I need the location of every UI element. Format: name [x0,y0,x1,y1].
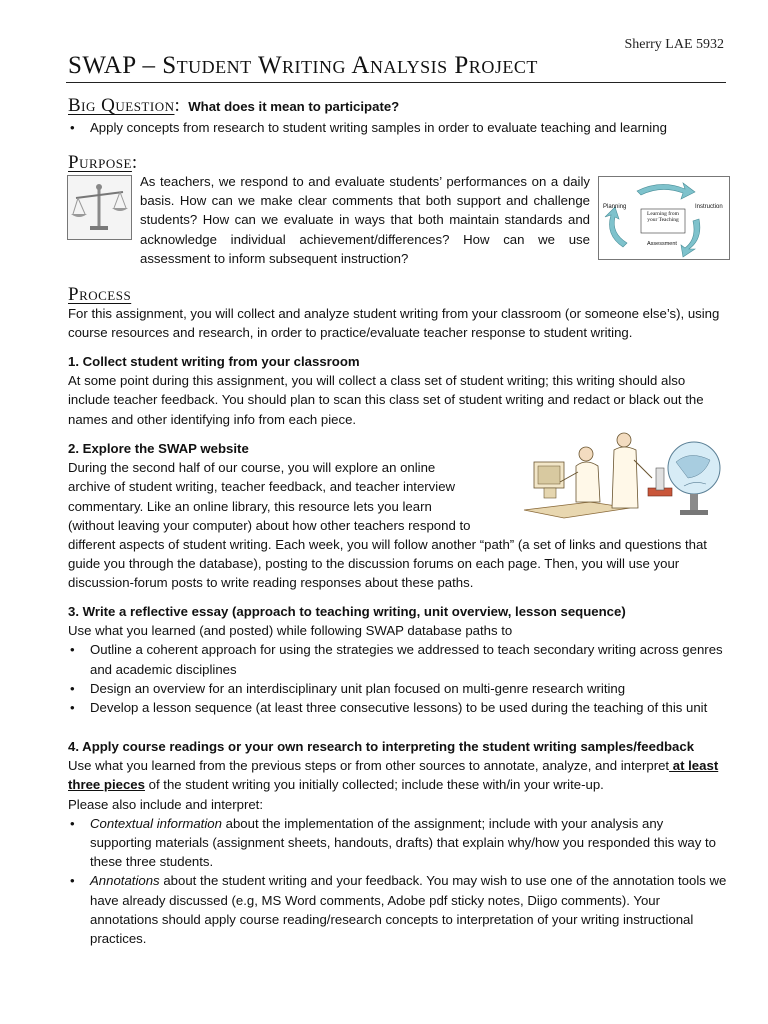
teaching-cycle-diagram [598,176,730,260]
purpose-heading-row [68,152,137,174]
step4-bullet-1-text: about the implementation of the assignment; include with your analysis any supporting materials (assignment sheets, handouts, drafts) that explain why/how you responded this way to these three students. [90,815,717,870]
author-line: Sherry LAE 5932 [624,37,724,52]
process-intro: For this assignment, you will collect and analyze student writing from your classroom (or someone else’s), using course resources and research, in order to practice/evaluate teacher response to student writing. [68,306,720,341]
step1-text: At some point during this assignment, you will collect a class set of student writing; this writing should also include teacher feedback. You should plan to scan this class set of student writing and redact or black out the names and other identifying info from each piece. [68,373,704,427]
step2-line-1: During the second half of our course, you will explore an online [68,460,436,476]
step3-intro: Use what you learned (and posted) while following SWAP database paths to [68,623,513,639]
big-question-colon: : [174,95,180,116]
big-question-section [68,95,728,137]
step4-bullet-2-term: Annotations [90,873,160,889]
step1-title: 1. Collect student writing from your classroom [68,354,360,369]
step2-line-3: commentary. Like an online library, this resource lets you learn [68,498,432,514]
step1-section [68,352,728,429]
step4-bullet-1 [68,814,728,872]
researchers-icon [520,432,728,532]
step4-emphasis: at least three pieces [68,758,719,793]
cycle-label-instruction: Instruction [695,204,723,210]
big-question-heading: Big Question [68,95,175,116]
purpose-heading: Purpose [68,152,132,173]
step4-text [68,756,728,794]
step4-bullet-1-term: Contextual information [90,815,222,831]
cycle-label-center: Learning from your Teaching [647,211,679,223]
title-divider [66,82,726,83]
purpose-colon: : [131,152,138,173]
step3-bullet-3: • Develop a lesson sequence (at least three consecutive lessons) to be used during the teaching of this unit [68,698,728,717]
step3-section [68,602,728,717]
step3-bullet-1: • Outline a coherent approach for using the strategies we addressed to teach secondary writing across genres and academic disciplines [68,640,728,678]
step4-bullet-2-text: about the student writing and your feedback. You may wish to use one of the annotation tools we have already discussed (e.g, MS Word comments, Adobe pdf sticky notes, Diigo comments). Your annotations should apply course reading/research concepts to interpretation of your writing instructional practices. [90,873,727,947]
step3-title: 3. Write a reflective essay (approach to teaching writing, unit overview, lesson sequence) [68,604,626,619]
step4-title: 4. Apply course readings or your own research to interpreting the student writing samples/feedback [68,739,695,754]
big-question-text: What does it mean to participate? [188,99,400,114]
cycle-label-assessment: Assessment [647,241,677,247]
step3-bullet-2: • Design an overview for an interdisciplinary unit plan focused on multi-genre research writing [68,679,728,698]
purpose-text: As teachers, we respond to and evaluate students’ performances on a daily basis. How can we make clear comments that both support and challenge students? How can we evaluate in ways that both maintain standards and acknowledge individual achievement/differences? How can we use assessment to inform subsequent instruction? [140,174,590,266]
step2-text-wide: different aspects of student writing. Each week, you will follow another “path” (a set of links and questions that guide you through the database), posting to the discussion forums on each page. Then, you will use your discussion-forum posts to write reading responses about these paths. [68,537,707,591]
step4-text-after: of the student writing you initially collected; include these with/in your write-up. [144,777,604,793]
process-heading: Process [68,284,132,305]
step4-also: Please also include and interpret: [68,796,264,812]
balance-scale-image [67,175,132,240]
step2-line-4: (without leaving your computer) about how other teachers respond to [68,517,471,533]
step4-bullet-2 [68,871,728,948]
researchers-illustration [520,432,728,532]
step4-text-before: Use what you learned from the previous steps or from other sources to annotate, analyze, and interpret [68,758,670,774]
step4-section [68,737,728,948]
balance-scale-icon [68,176,131,239]
big-question-bullet: • Apply concepts from research to student writing samples in order to evaluate teaching and learning [68,118,728,137]
step2-title: 2. Explore the SWAP website [68,441,249,456]
step2-line-2: archive of student writing, teacher feedback, and teacher interview [68,479,456,495]
process-heading-row [68,284,131,306]
page-title: SWAP – Student Writing Analysis Project [68,52,538,79]
cycle-label-planning: Planning [603,204,627,210]
